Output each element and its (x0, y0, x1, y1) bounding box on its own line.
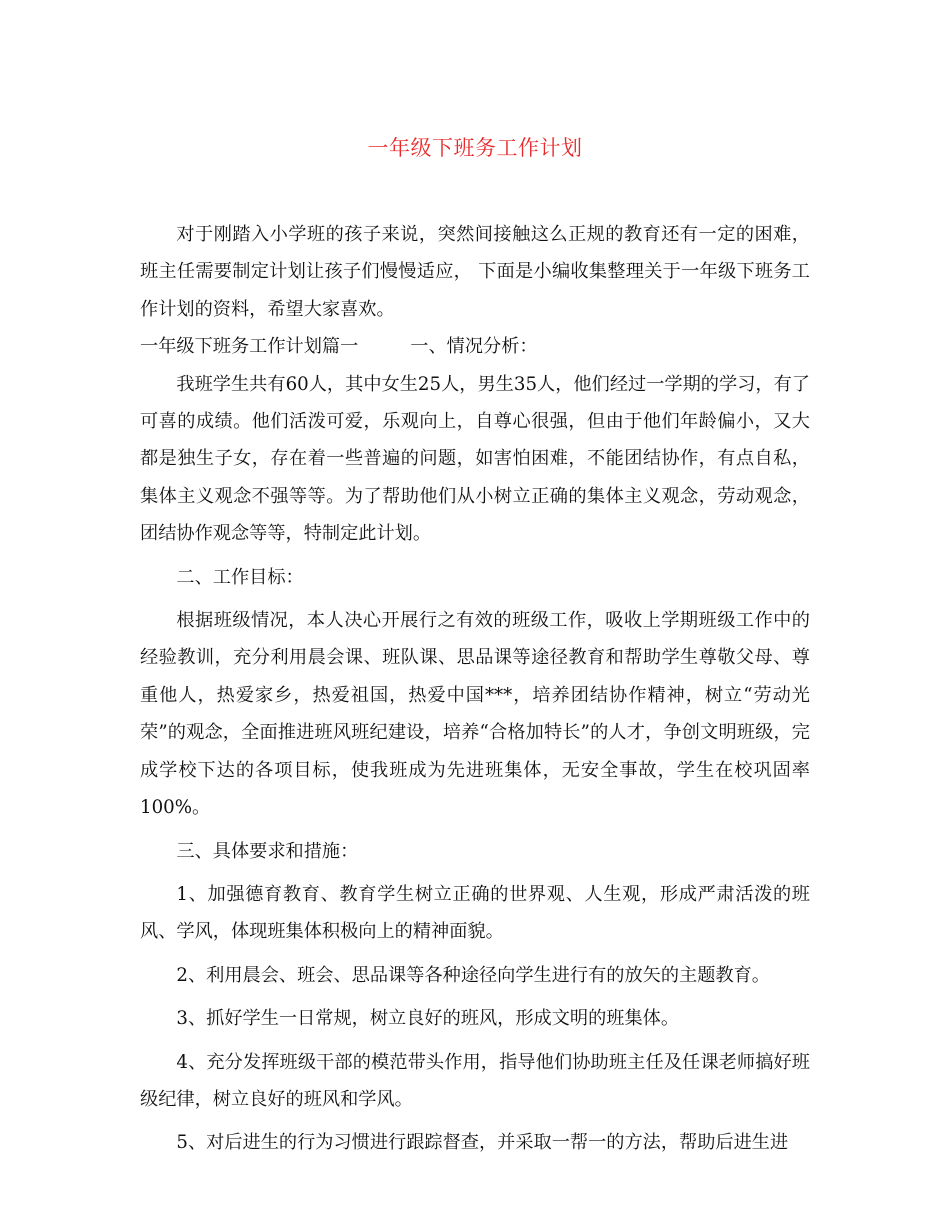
section3-heading: 三、具体要求和措施： (176, 840, 359, 862)
list-item: 4、充分发挥班级干部的模范带头作用，指导他们协助班主任及任课老师搞好班级纪律，树立良好的班风和学风。 (140, 1051, 810, 1110)
part-heading-row (140, 328, 810, 365)
section2-heading: 二、工作目标： (176, 566, 304, 588)
document-title: 一年级下班务工作计划 (367, 136, 583, 160)
part-heading-line (140, 328, 810, 365)
list-item: 1、加强德育教育、教育学生树立正确的世界观、人生观，形成严肃活泼的班风、学风，体现班集体积极向上的精神面貌。 (140, 883, 810, 943)
section1-heading: 一、情况分析： (410, 336, 538, 358)
list-item: 5、对后进生的行为习惯进行跟踪督查，并采取一帮一的方法，帮助后进生进 (176, 1132, 789, 1154)
section1-body: 我班学生共有60人，其中女生25人，男生35人，他们经过一学期的学习，有了可喜的成绩。他们活泼可爱，乐观向上，自尊心很强，但由于他们年龄偏小，又大都是独生子女，存在着一些普遍的问题，如害怕困难，不能团结协作，有点自私，集体主义观念不强等等。为了帮助他们从小树立正确的集体主义观念，劳动观念，团结协作观念等等，特制定此计划。 (140, 373, 810, 545)
list-item: 2、利用晨会、班会、思品课等各种途径向学生进行有的放矢的主题教育。 (176, 964, 770, 986)
section2-body: 根据班级情况，本人决心开展行之有效的班级工作，吸收上学期班级工作中的经验教训，充分利用晨会课、班队课、思品课等途径教育和帮助学生尊敬父母、尊重他人，热爱家乡，热爱祖国，热爱中国***，培养团结协作精神，树立“劳动光荣”的观念，全面推进班风班纪建设，培养“合格加特长”的人才，争创文明班级，完成学校下达的各项目标，使我班成为先进班集体，无安全事故，学生在校巩固率100%。 (140, 610, 810, 819)
list-item: 3、抓好学生一日常规，树立良好的班风，形成文明的班集体。 (176, 1008, 680, 1030)
intro-paragraph: 对于刚踏入小学班的孩子来说，突然间接触这么正规的教育还有一定的困难，班主任需要制定计划让孩子们慢慢适应， 下面是小编收集整理关于一年级下班务工作计划的资料，希望大家喜欢。 (140, 224, 810, 320)
heading-spacer (358, 328, 410, 365)
part-label: 一年级下班务工作计划篇一 (140, 336, 359, 358)
document-body (140, 216, 810, 1162)
